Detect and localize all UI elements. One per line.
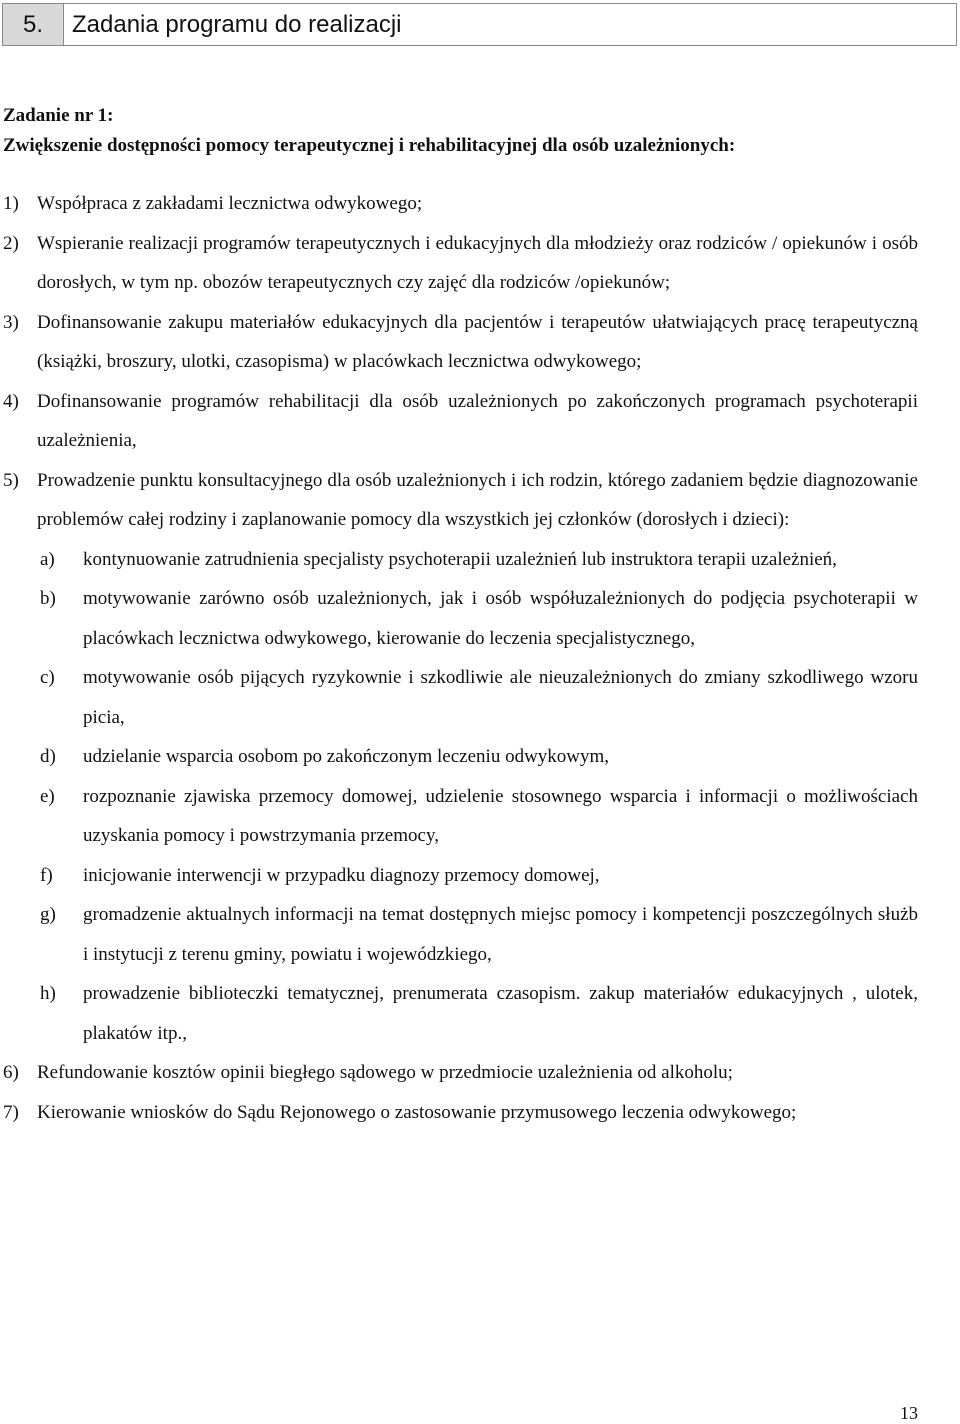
item-text: udzielanie wsparcia osobom po zakończonym leczeniu odwykowym, [83, 746, 610, 767]
page-number: 13 [900, 1403, 918, 1423]
list-item [0, 184, 918, 224]
item-text: motywowanie osób pijących ryzykownie i szkodliwie ale nieuzależnionych do zmiany szkodliwego wzoru picia, [83, 667, 918, 728]
section-title: Zadania programu do realizacji [72, 10, 402, 38]
sub-list-item [0, 777, 918, 856]
list-item [0, 1053, 918, 1093]
item-marker: 7) [3, 1101, 19, 1123]
sub-list-item [0, 540, 918, 580]
section-number: 5. [3, 4, 64, 45]
item-text: rozpoznanie zjawiska przemocy domowej, udzielenie stosownego wsparcia i informacji o możliwościach uzyskania pomocy i powstrzymania przemocy, [83, 785, 918, 846]
sub-list-item [0, 737, 918, 777]
item-marker: 5) [3, 469, 19, 491]
item-text: motywowanie zarówno osób uzależnionych, jak i osób współuzależnionych do podjęcia psychoterapii w placówkach lecznictwa odwykowego, kierowanie do leczenia specjalistycznego, [83, 588, 918, 649]
sub-list-item [0, 658, 918, 737]
item-text: Kierowanie wniosków do Sądu Rejonowego o zastosowanie przymusowego leczenia odwykowego; [37, 1101, 797, 1123]
item-marker: 6) [3, 1062, 19, 1083]
item-marker: f) [40, 864, 53, 886]
task-list [0, 184, 918, 1132]
item-marker: 4) [3, 390, 19, 412]
item-marker: a) [40, 548, 55, 570]
list-item [0, 224, 918, 303]
item-marker: 3) [3, 311, 19, 333]
item-marker: d) [40, 746, 56, 767]
item-text: Wspieranie realizacji programów terapeutycznych i edukacyjnych dla młodzieży oraz rodziców / opiekunów i osób dorosłych, w tym np. obozów terapeutycznych czy zajęć dla rodziców /opiekunów; [37, 232, 918, 293]
item-text: kontynuowanie zatrudnienia specjalisty psychoterapii uzależnień lub instruktora terapii uzależnień, [83, 548, 837, 570]
sub-list-item [0, 895, 918, 974]
item-text: prowadzenie biblioteczki tematycznej, prenumerata czasopism. zakup materiałów edukacyjnych , ulotek, plakatów itp., [83, 983, 918, 1044]
item-text: Dofinansowanie programów rehabilitacji dla osób uzależnionych po zakończonych programach psychoterapii uzależnienia, [37, 390, 918, 451]
item-text: Dofinansowanie zakupu materiałów edukacyjnych dla pacjentów i terapeutów ułatwiających pracę terapeutyczną (książki, broszury, ulotki, czasopisma) w placówkach lecznictwa odwykowego; [37, 311, 918, 372]
item-text: inicjowanie interwencji w przypadku diagnozy przemocy domowej, [83, 864, 600, 886]
sub-list-item [0, 579, 918, 658]
list-item [0, 382, 918, 461]
sub-list-item [0, 974, 918, 1053]
item-text: Prowadzenie punktu konsultacyjnego dla osób uzależnionych i ich rodzin, którego zadaniem będzie diagnozowanie problemów całej rodziny i zaplanowanie pomocy dla wszystkich jej członków (dorosłych i dzieci): [37, 469, 918, 530]
list-item [0, 303, 918, 382]
task-title: Zwiększenie dostępności pomocy terapeutycznej i rehabilitacyjnej dla osób uzależnionych: [3, 135, 736, 156]
item-marker: c) [40, 667, 55, 688]
task-label: Zadanie nr 1: [3, 105, 114, 126]
sub-list-item [0, 856, 918, 896]
item-text: gromadzenie aktualnych informacji na temat dostępnych miejsc pomocy i kompetencji poszczególnych służb i instytucji z terenu gminy, powiatu i wojewódzkiego, [83, 904, 918, 965]
item-text: Współpraca z zakładami lecznictwa odwykowego; [37, 193, 423, 214]
task-heading [3, 101, 953, 161]
item-marker: e) [40, 785, 55, 807]
item-marker: g) [40, 904, 56, 925]
item-text: Refundowanie kosztów opinii biegłego sądowego w przedmiocie uzależnienia od alkoholu; [37, 1062, 733, 1083]
list-item [0, 1093, 918, 1133]
section-header [2, 3, 957, 46]
item-marker: h) [40, 983, 56, 1004]
item-marker: 2) [3, 232, 19, 254]
item-marker: 1) [3, 193, 19, 214]
list-item [0, 461, 918, 540]
item-marker: b) [40, 588, 56, 609]
